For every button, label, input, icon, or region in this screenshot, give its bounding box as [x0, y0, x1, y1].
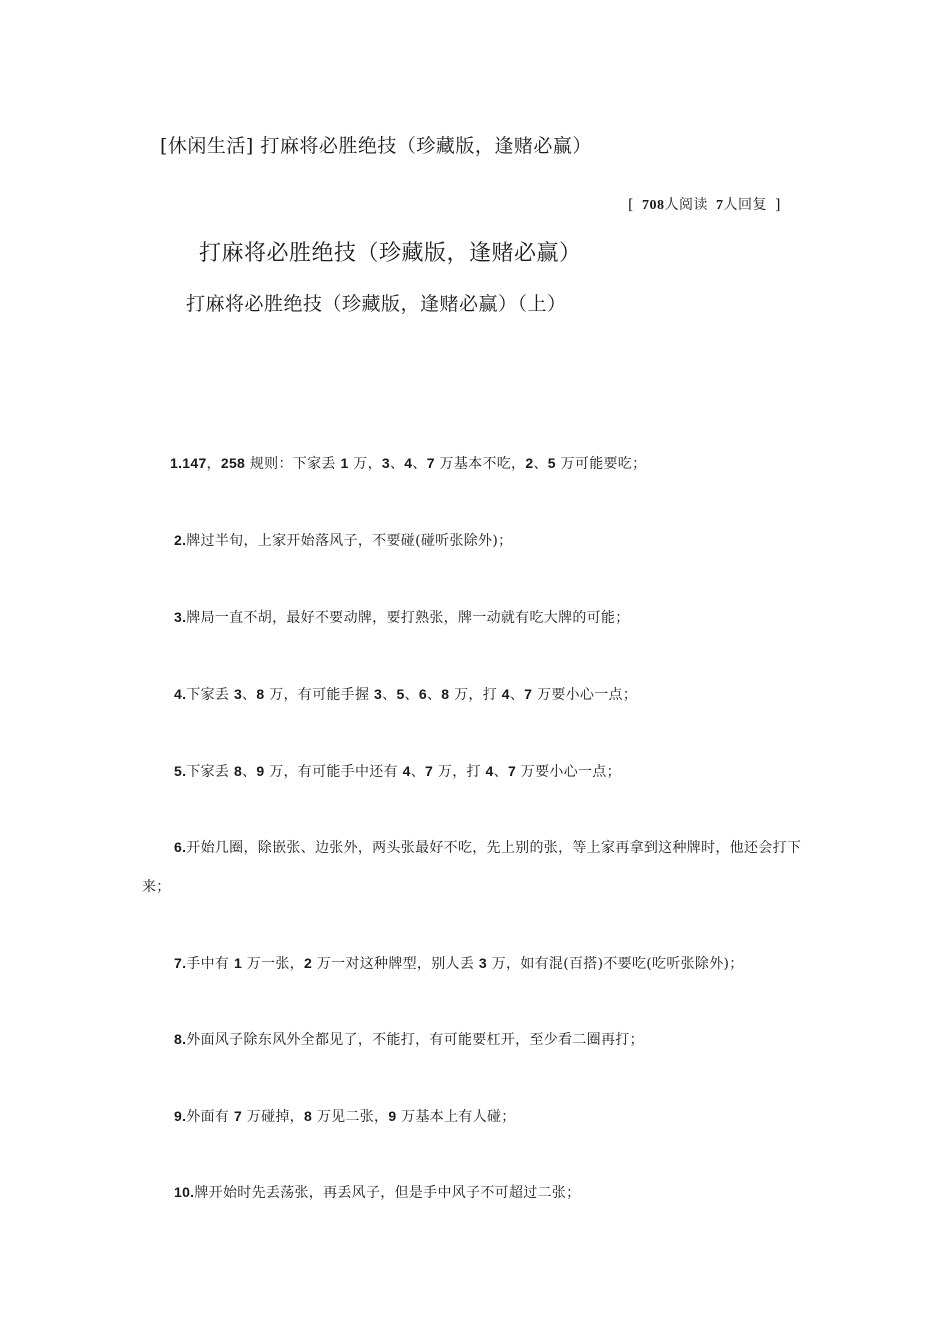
- tip-item-9: 9.外面有 7 万碰掉，8 万见二张，9 万基本上有人碰；: [174, 1108, 516, 1125]
- tip-item-6: 6.开始几圈，除嵌张、边张外，两头张最好不吃，先上别的张，等上家再拿到这种牌时，他还会打下: [174, 839, 802, 856]
- post-stats: [628, 194, 781, 214]
- read-count: 708: [641, 198, 665, 213]
- tip-item-7: 7.手中有 1 万一张，2 万一对这种牌型，别人丢 3 万，如有混(百搭)不要吃(吃听张除外)；: [174, 955, 744, 972]
- reply-count-label: 人回复: [723, 197, 767, 213]
- tip-item-4: 4.下家丢 3、8 万，有可能手握 3、5、6、8 万，打 4、7 万要小心一点；: [174, 686, 638, 703]
- tip-item-5: 5.下家丢 8、9 万，有可能手中还有 4、7 万，打 4、7 万要小心一点；: [174, 763, 621, 780]
- tip-item-3: 3.牌局一直不胡，最好不要动牌，要打熟张，牌一动就有吃大牌的可能；: [174, 609, 630, 626]
- forum-post-title: [休闲生活] 打麻将必胜绝技（珍藏版，逢赌必赢）: [160, 135, 592, 157]
- article-title: 打麻将必胜绝技（珍藏版，逢赌必赢）: [199, 241, 582, 266]
- tip-item-2: 2.牌过半旬，上家开始落风子，不要碰(碰听张除外)；: [174, 532, 513, 549]
- article-subtitle: 打麻将必胜绝技（珍藏版，逢赌必赢）（上）: [186, 293, 567, 315]
- stats-close-bracket: ]: [774, 197, 781, 213]
- reply-count: 7: [715, 198, 724, 213]
- tip-item-1: 1.147，258 规则：下家丢 1 万，3、4、7 万基本不吃，2、5 万可能要吃；: [170, 455, 647, 472]
- stats-open-bracket: [: [628, 197, 634, 213]
- read-count-label: 人阅读: [664, 197, 708, 213]
- tip-item-10: 10.牌开始时先丢荡张，再丢风子，但是手中风子不可超过二张；: [174, 1184, 581, 1201]
- tip-item-6-continuation: 来；: [142, 879, 171, 895]
- tip-item-8: 8.外面风子除东风外全都见了，不能打，有可能要杠开，至少看二圈再打；: [174, 1031, 644, 1048]
